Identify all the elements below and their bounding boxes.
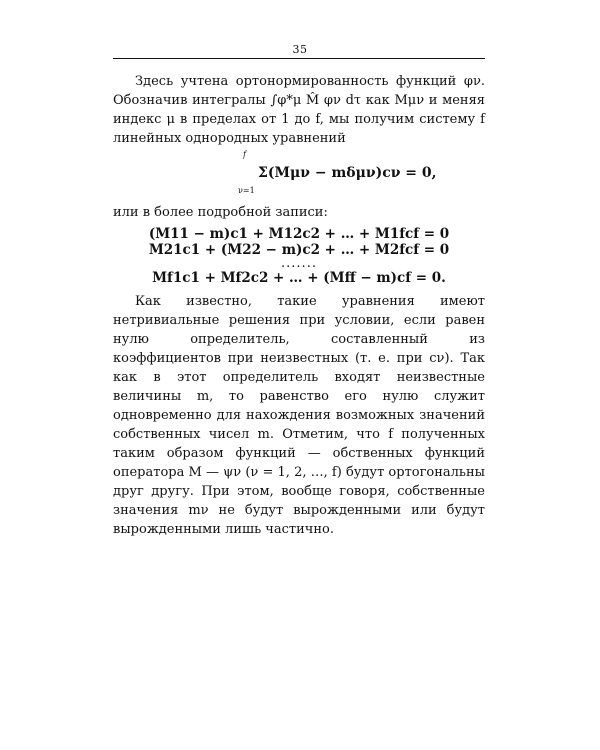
sum-upper-limit: f xyxy=(243,150,246,159)
paragraph-1: Здесь учтена ортонормированность функций φν. Обозначив интегралы ∫φ*μ M̂ φν dτ как Mμν и меняя индекс μ в пределах от 1 до f, мы получим систему f линейных однородных уравнений xyxy=(113,74,485,146)
equation-row-1: (M11 − m)c1 + M12c2 + … + M1fcf = 0 xyxy=(148,226,450,242)
equation-system xyxy=(113,226,485,286)
sum-lower-limit: ν=1 xyxy=(238,186,255,195)
paragraph-2: или в более подробной записи: xyxy=(113,205,328,220)
equation-row-3: Mf1c1 + Mf2c2 + … + (Mff − m)cf = 0. xyxy=(152,270,446,286)
page-body xyxy=(113,72,485,539)
equation-ellipsis: ....... xyxy=(281,256,317,271)
page-number: 35 xyxy=(292,43,308,56)
sum-equation xyxy=(113,150,485,200)
sum-expression: Σ(Mμν − mδμν)cν = 0, xyxy=(258,165,437,181)
header-rule xyxy=(113,58,485,59)
equation-row-2: M21c1 + (M22 − m)c2 + … + M2fcf = 0 xyxy=(148,242,450,258)
paragraph-3: Как известно, такие уравнения имеют нетривиальные решения при условии, если равен нулю определитель, составленный из коэффициентов при неизвестных (т. е. при cν). Так как в этот определитель входят неизвестные величины m, то равенство его нулю служит одновременно для нахождения возможных значений собственных чисел m. Отметим, что f полученных таким образом функций — обственных функций оператора M — ψν (ν = 1, 2, …, f) будут ортогональны друг другу. При этом, вообще говоря, собственные значения mν не будут вырожденными или будут вырожденными лишь частично. xyxy=(113,294,485,537)
